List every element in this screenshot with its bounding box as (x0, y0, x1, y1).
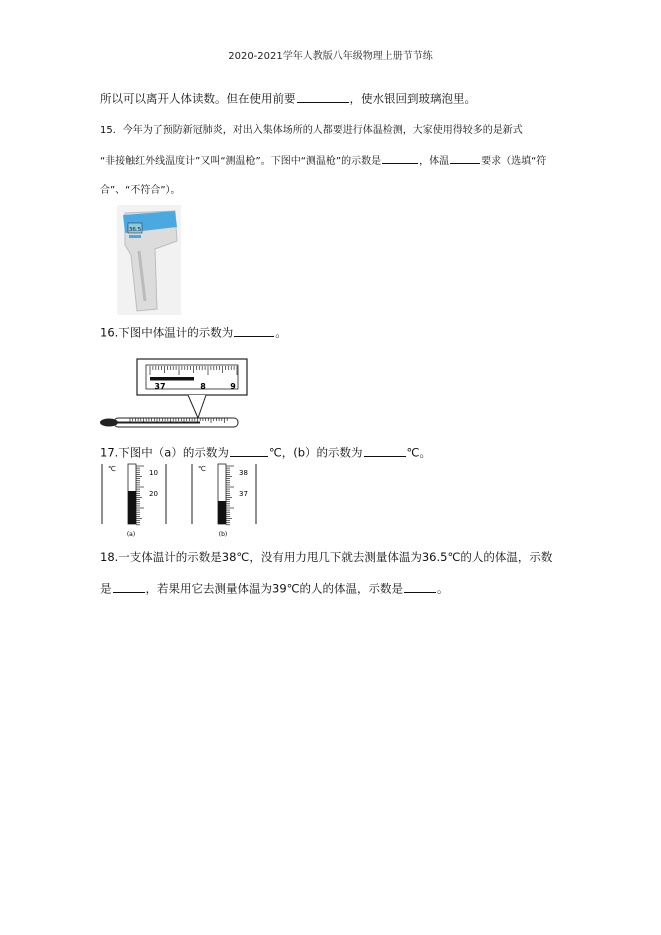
b-label-37: 37 (239, 490, 248, 498)
q17-text-b: ℃，(b）的示数为 (268, 445, 363, 460)
a-liquid-column (128, 491, 136, 524)
a-caption: (a) (126, 531, 136, 538)
q18-line2-b: ，若果用它去测量体温为39℃的人的体温，示数是 (145, 581, 404, 596)
q16-blank[interactable] (234, 324, 274, 337)
b-unit-label: ℃ (198, 465, 206, 473)
q15-line2 (100, 152, 546, 167)
q15-line2-a: “非接触红外线温度计”又叫“测温枪”。下图中“测温枪”的示数是 (100, 156, 382, 167)
thermometer-gun-image (117, 205, 181, 315)
q15-line1: 15．今年为了预防新冠肺炎，对出入集体场所的人都要进行体温检测，大家使用得较多的是新式 (100, 125, 523, 136)
q16-text-b: 。 (275, 325, 287, 340)
gun-display-reading: 36.5 (128, 227, 142, 233)
scale-label-9: 9 (230, 382, 236, 391)
q15-line3: 合”、“不符合”）。 (100, 185, 181, 196)
q17-blank-a[interactable] (230, 444, 268, 457)
scale-label-37: 37 (154, 382, 166, 391)
thermometers-ab-figure (100, 462, 260, 540)
q15-line2-c: 要求（选填“符 (481, 156, 547, 167)
a-label-10: 10 (149, 469, 158, 477)
b-caption: (b) (218, 531, 228, 538)
b-ticks (226, 466, 234, 525)
q14-text (100, 90, 476, 107)
q18-line2-a: 是 (100, 581, 112, 596)
b-liquid-column (218, 501, 226, 524)
b-label-38: 38 (239, 469, 248, 477)
callout-pointer (188, 395, 206, 418)
thermometer-bulb (100, 419, 118, 427)
q16-text-a: 16.下图中体温计的示数为 (100, 325, 234, 340)
q15-blank-fit[interactable] (450, 153, 480, 164)
a-unit-label: ℃ (108, 465, 116, 473)
q17-text (100, 444, 431, 461)
mercury-column (150, 377, 194, 381)
q18-blank-1[interactable] (113, 580, 145, 593)
q17-text-c: ℃。 (406, 445, 431, 460)
q14-text-b: ，使水银回到玻璃泡里。 (349, 91, 476, 106)
q18-line2-c: 。 (437, 581, 449, 596)
q14-blank[interactable] (297, 90, 349, 103)
page-header: 2020-2021学年人教版八年级物理上册节节练 (228, 51, 433, 62)
clinical-thermometer-figure (100, 352, 250, 434)
a-label-20: 20 (149, 490, 158, 498)
q14-text-a: 所以可以离开人体读数。但在使用前要 (100, 91, 296, 106)
q18-line2 (100, 580, 449, 597)
q17-blank-b[interactable] (364, 444, 406, 457)
scale-label-8: 8 (200, 382, 206, 391)
q15-blank-reading[interactable] (382, 153, 418, 164)
gun-buttons (129, 235, 141, 238)
q18-blank-2[interactable] (404, 580, 436, 593)
a-ticks (136, 466, 144, 525)
q16-text (100, 324, 287, 341)
q18-line1: 18.一支体温计的示数是38℃，没有用力甩几下就去测量体温为36.5℃的人的体温，示数 (100, 550, 553, 564)
q15-line2-b: ，体温 (419, 156, 450, 167)
q17-text-a: 17.下图中（a）的示数为 (100, 445, 229, 460)
